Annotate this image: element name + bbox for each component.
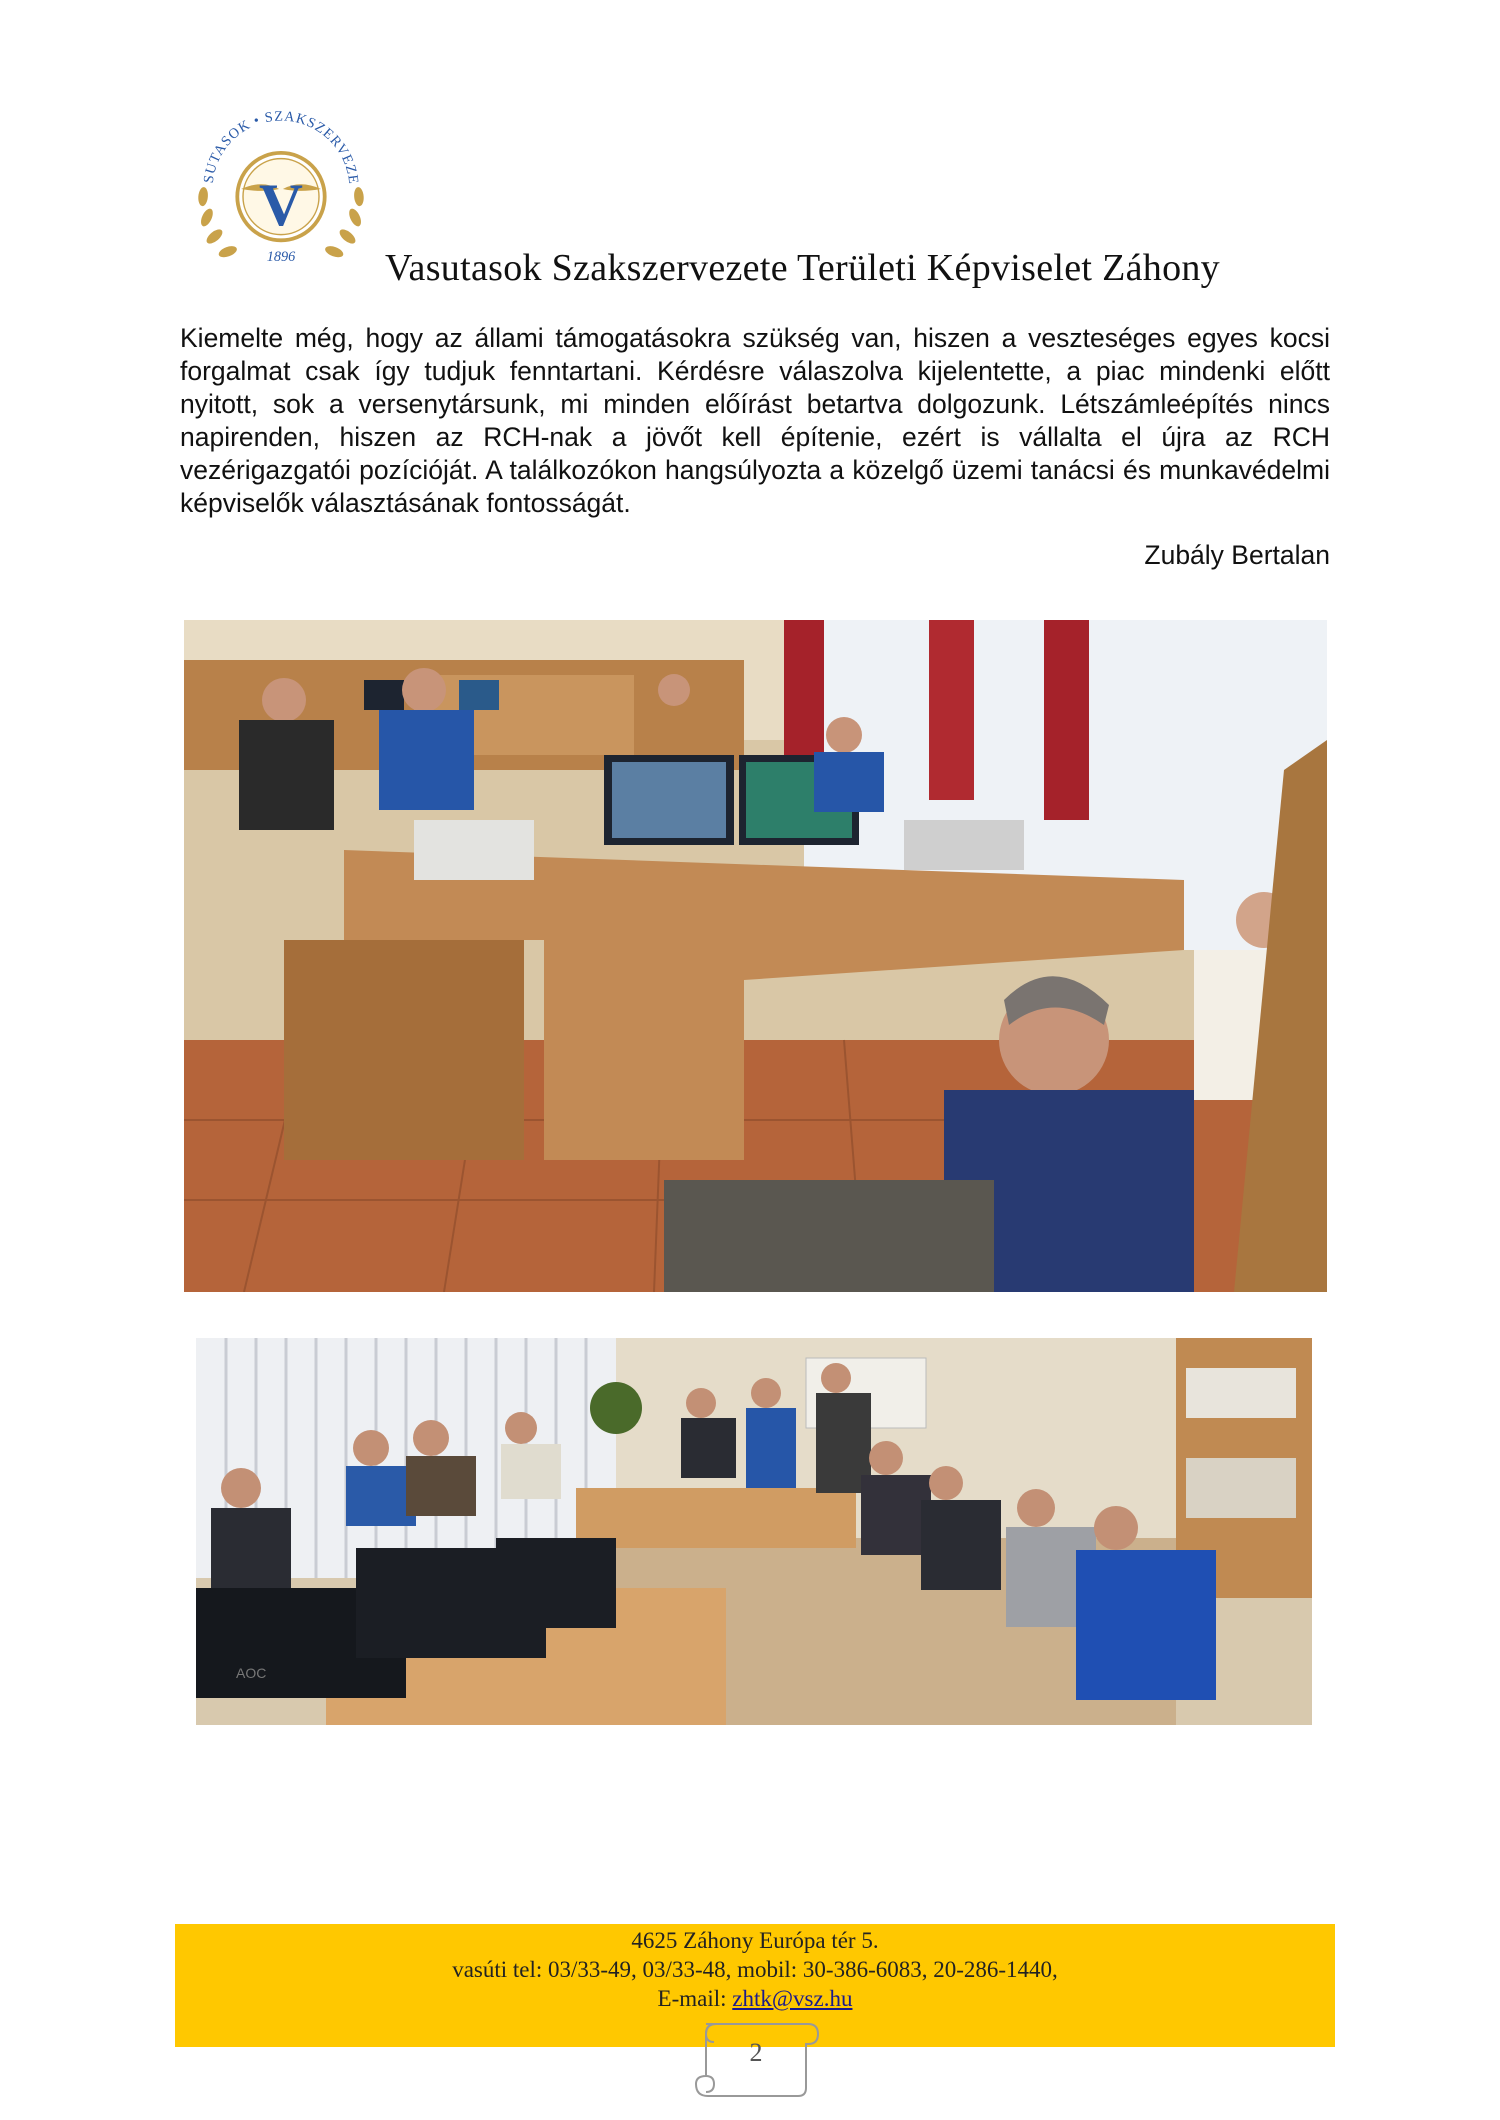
- article-paragraph: Kiemelte még, hogy az állami támogatásokra szükség van, hiszen a veszteséges egyes kocsi forgalmat csak így tudjuk fenntartani. Kérdésre válaszolva kijelentette, a piac mindenki előtt nyitott, sok a versenytársunk, mi minden előírást betartva dolgozunk. Létszámleépítés nincs napirenden, hiszen az RCH-nak a jövőt kell építenie, ezért is vállalta el újra az RCH vezérigazgatói pozícióját. A találkozókon hangsúlyozta a közelgő üzemi tanácsi és munkavédelmi képviselők választásának fontosságát.: [180, 323, 1330, 518]
- svg-text:V: V: [259, 172, 303, 240]
- footer-address: 4625 Záhony Európa tér 5.: [631, 1928, 879, 1953]
- union-logo: [186, 94, 376, 284]
- svg-text:1896: 1896: [266, 249, 296, 266]
- svg-text:VASUTASOK • SZAKSZERVEZETE: SUTASOK • SZAKSZERVEZE: [200, 108, 362, 186]
- footer-email-label: E-mail:: [657, 1986, 733, 2011]
- office-meeting-photo: [184, 620, 1327, 1292]
- organization-title: Vasutasok Szakszervezete Területi Képviselet Záhony: [385, 247, 1220, 289]
- footer-email-line: [175, 1984, 1335, 2013]
- page-number: 2: [749, 2038, 763, 2067]
- article-author: Zubály Bertalan: [1144, 540, 1330, 570]
- footer-email-link[interactable]: zhtk@vsz.hu: [732, 1986, 853, 2011]
- svg-text:AOC: AOC: [236, 1665, 267, 1681]
- footer-phones: vasúti tel: 03/33-49, 03/33-48, mobil: 30-386-6083, 20-286-1440,: [452, 1957, 1058, 1982]
- group-meeting-photo: [196, 1338, 1312, 1725]
